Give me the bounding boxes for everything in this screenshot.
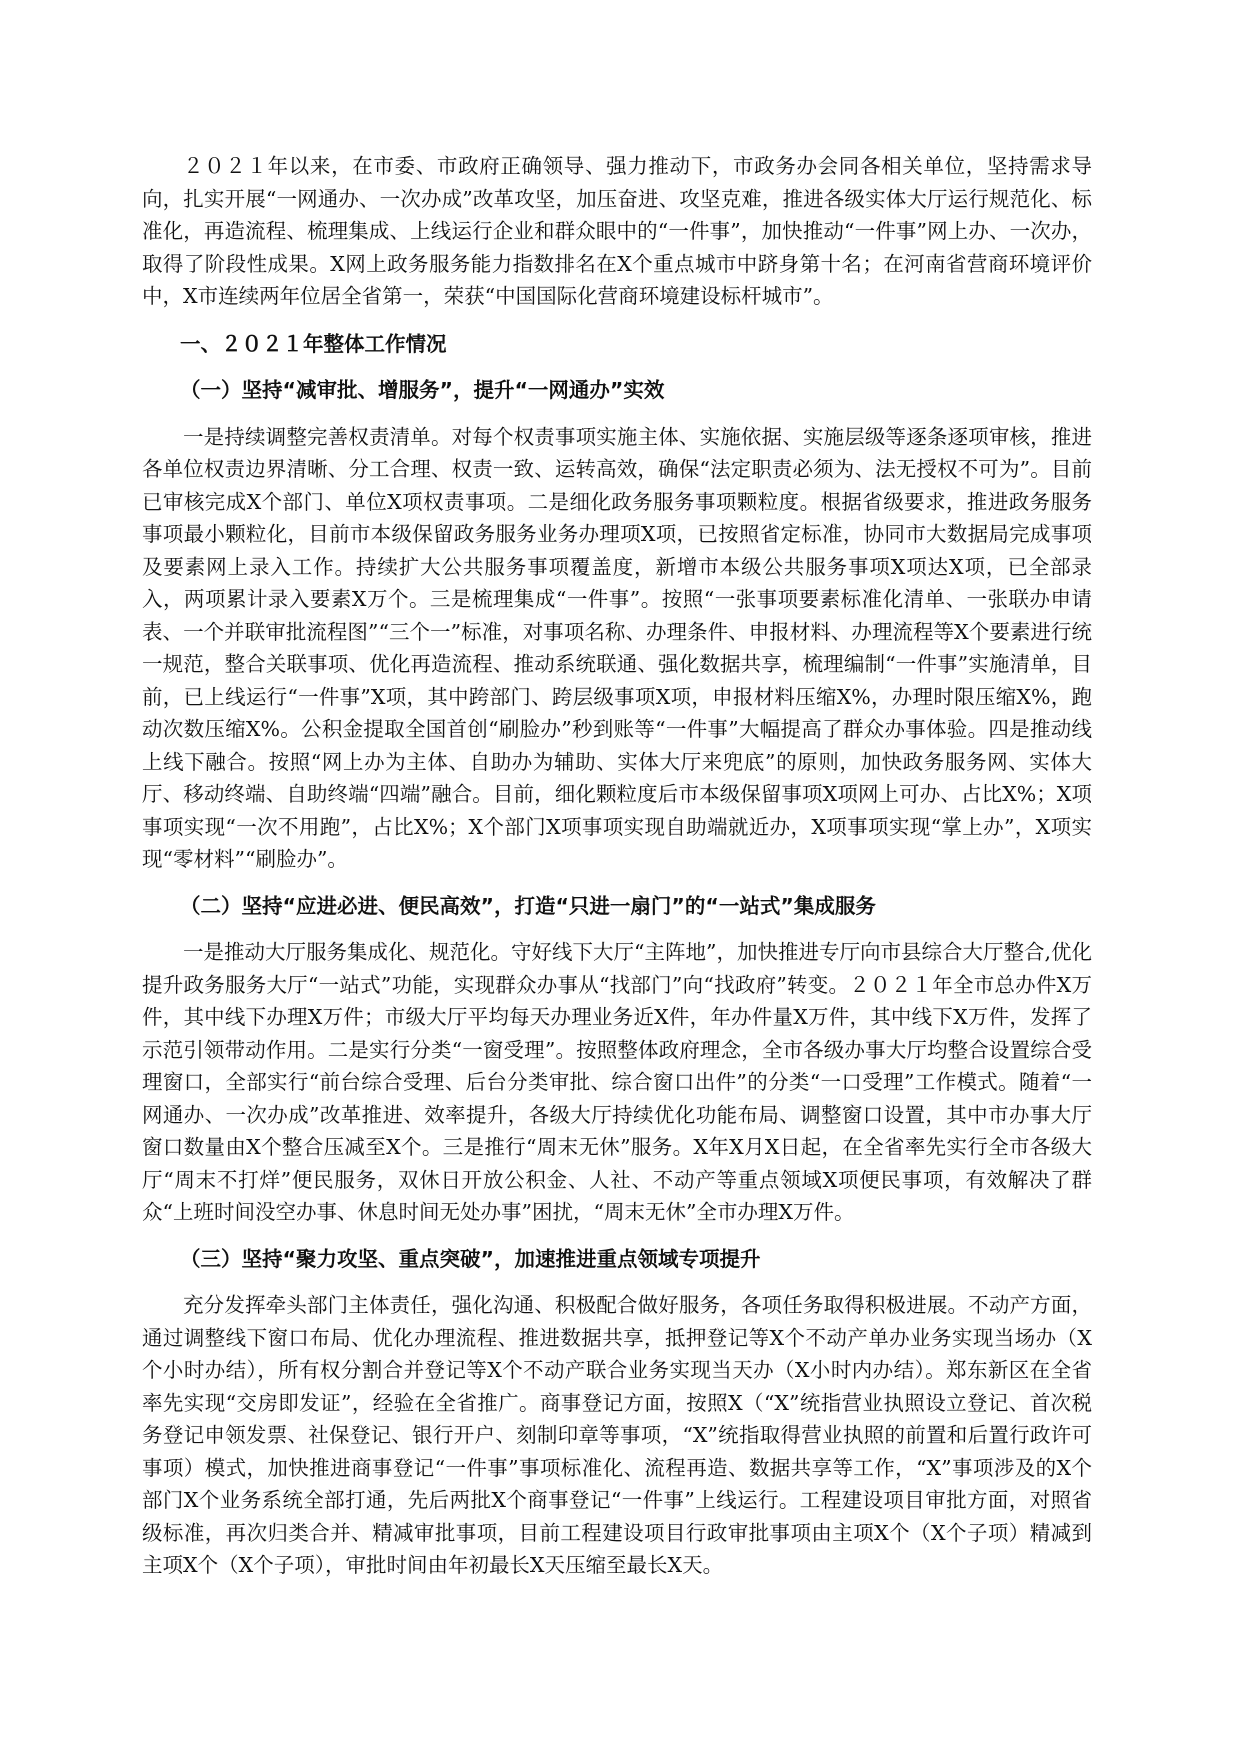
subsection-body-3: 充分发挥牵头部门主体责任，强化沟通、积极配合做好服务，各项任务取得积极进展。不动产方面，通过调整线下窗口布局、优化办理流程、推进数据共享，抵押登记等X个不动产单办业务实现当场办（X个小时办结），所有权分割合并登记等X个不动产联合业务实现当天办（X小时内办结）。郑东新区在全省率先实现“交房即发证”，经验在全省推广。商事登记方面，按照X（“X”统指营业执照设立登记、首次税务登记申领发票、社保登记、银行开户、刻制印章等事项，“X”统指取得营业执照的前置和后置行政许可事项）模式，加快推进商事登记“一件事”事项标准化、流程再造、数据共享等工作，“X”事项涉及的X个部门X个业务系统全部打通，先后两批X个商事登记“一件事”上线运行。工程建设项目审批方面，对照省级标准，再次归类合并、精减审批事项，目前工程建设项目行政审批事项由主项X个（X个子项）精减到主项X个（X个子项），审批时间由年初最长X天压缩至最长X天。 <box>142 1293 1092 1577</box>
subsection-heading-1: （一）坚持“减审批、增服务”，提升“一网通办”实效 <box>180 378 665 402</box>
subsection-body-2: 一是推动大厅服务集成化、规范化。守好线下大厅“主阵地”，加快推进专厅向市县综合大厅整合,优化提升政务服务大厅“一站式”功能，实现群众办事从“找部门”向“找政府”转变。２０２１年全市总办件X万件，其中线下办理X万件；市级大厅平均每天办理业务近X件，年办件量X万件，其中线下X万件，发挥了示范引领带动作用。二是实行分类“一窗受理”。按照整体政府理念，全市各级办事大厅均整合设置综合受理窗口，全部实行“前台综合受理、后台分类审批、综合窗口出件”的分类“一口受理”工作模式。随着“一网通办、一次办成”改革推进、效率提升，各级大厅持续优化功能布局、调整窗口设置，其中市办事大厅窗口数量由X个整合压减至X个。三是推行“周末无休”服务。X年X月X日起，在全省率先实行全市各级大厅“周末不打烊”便民服务，双休日开放公积金、人社、不动产等重点领域X项便民事项，有效解决了群众“上班时间没空办事、休息时间无处办事”困扰，“周末无休”全市办理X万件。 <box>142 940 1092 1224</box>
subsection-heading-3: （三）坚持“聚力攻坚、重点突破”，加速推进重点领域专项提升 <box>180 1246 761 1271</box>
document-page <box>142 150 1092 1582</box>
section-heading-overall-work: 一、２０２１年整体工作情况 <box>180 331 447 356</box>
intro-paragraph: ２０２１年以来，在市委、市政府正确领导、强力推动下，市政务办会同各相关单位，坚持需求导向，扎实开展“一网通办、一次办成”改革攻坚，加压奋进、攻坚克难，推进各级实体大厅运行规范化、标准化，再造流程、梳理集成、上线运行企业和群众眼中的“一件事”，加快推动“一件事”网上办、一次办，取得了阶段性成果。X网上政务服务能力指数排名在X个重点城市中跻身第十名；在河南省营商环境评价中，X市连续两年位居全省第一，荣获“中国国际化营商环境建设标杆城市”。 <box>142 154 1092 308</box>
subsection-heading-2: （二）坚持“应进必进、便民高效”，打造“只进一扇门”的“一站式”集成服务 <box>180 893 876 918</box>
subsection-body-1: 一是持续调整完善权责清单。对每个权责事项实施主体、实施依据、实施层级等逐条逐项审核，推进各单位权责边界清晰、分工合理、权责一致、运转高效，确保“法定职责必须为、法无授权不可为”。目前已审核完成X个部门、单位X项权责事项。二是细化政务服务事项颗粒度。根据省级要求，推进政务服务事项最小颗粒化，目前市本级保留政务服务业务办理项X项，已按照省定标准，协同市大数据局完成事项及要素网上录入工作。持续扩大公共服务事项覆盖度，新增市本级公共服务事项X项达X项，已全部录入，两项累计录入要素X万个。三是梳理集成“一件事”。按照“一张事项要素标准化清单、一张联办申请表、一个并联审批流程图”“三个一”标准，对事项名称、办理条件、申报材料、办理流程等X个要素进行统一规范，整合关联事项、优化再造流程、推动系统联通、强化数据共享，梳理编制“一件事”实施清单，目前，已上线运行“一件事”X项，其中跨部门、跨层级事项X项，申报材料压缩X%，办理时限压缩X%，跑动次数压缩X%。公积金提取全国首创“刷脸办”秒到账等“一件事”大幅提高了群众办事体验。四是推动线上线下融合。按照“网上办为主体、自助办为辅助、实体大厅来兜底”的原则，加快政务服务网、实体大厅、移动终端、自助终端“四端”融合。目前，细化颗粒度后市本级保留事项X项网上可办、占比X%；X项事项实现“一次不用跑”，占比X%；X个部门X项事项实现自助端就近办，X项事项实现“掌上办”，X项实现“零材料”“刷脸办”。 <box>142 424 1092 871</box>
